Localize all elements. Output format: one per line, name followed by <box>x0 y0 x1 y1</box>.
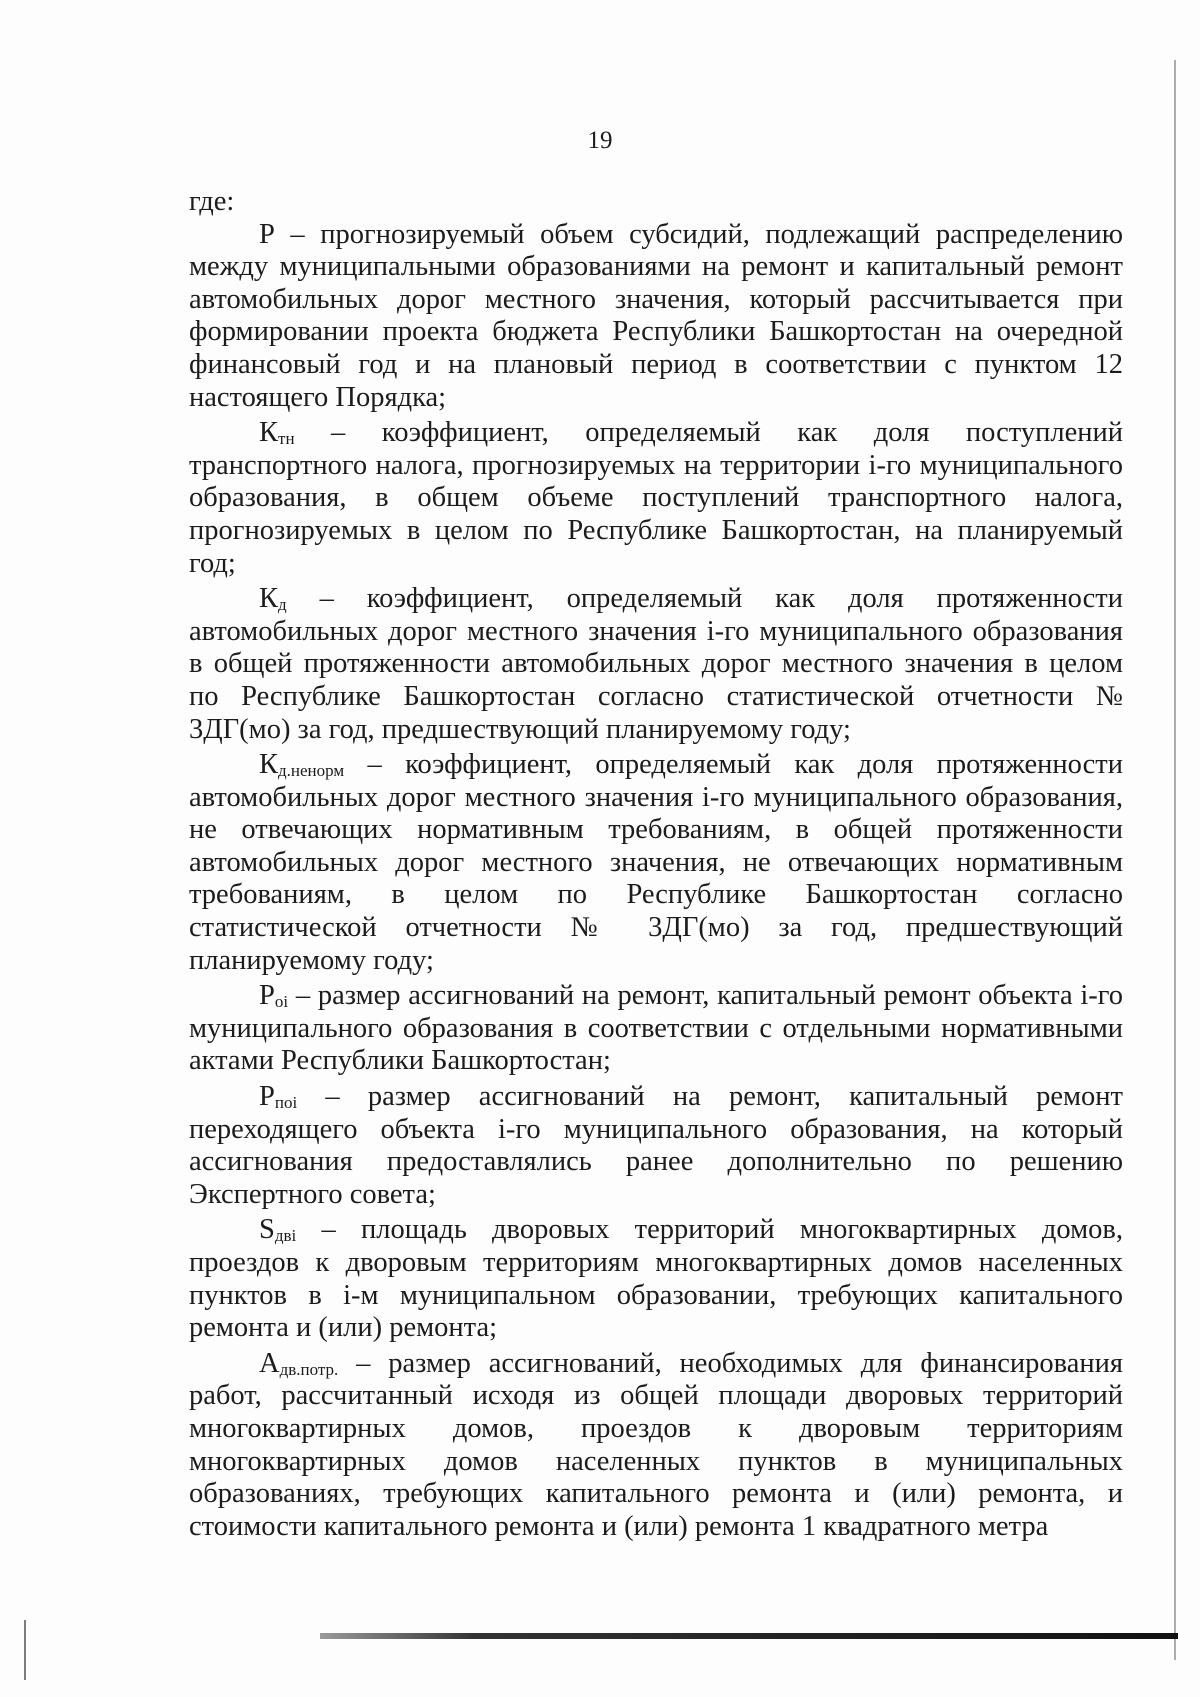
paragraph-poi-definition <box>189 980 1123 1078</box>
variable-subscript: оi <box>274 992 289 1012</box>
document-body <box>189 186 1123 1543</box>
paragraph-text: – коэффициент, определяемый как доля протяженности автомобильных дорог местного значения i-го муниципального образования, не отвечающих нормативным требованиям, в общей протяженности автомобильных дорог местного значения, не отвечающих нормативным требованиям, в целом по Республике Башкортостан согласно статистической отчетности № 3ДГ(мо) за год, предшествующий планируемому году; <box>189 749 1123 976</box>
variable-subscript: двi <box>274 1226 297 1246</box>
paragraph-text: – размер ассигнований на ремонт, капитальный ремонт переходящего объекта i-го муниципального образования, на который ассигнования предоставлялись ранее дополнительно по решению Экспертного совета; <box>189 1081 1123 1210</box>
paragraph-text: Р – прогнозируемый объем субсидий, подлежащий распределению между муниципальными образованиями на ремонт и капитальный ремонт автомобильных дорог местного значения, который рассчитывается при формировании проекта бюджета Республики Башкортостан на очередной финансовый год и на плановый период в соответствии с пунктом 12 настоящего Порядка; <box>189 218 1123 413</box>
paragraph-p-definition <box>189 219 1123 415</box>
paragraph-ktn-definition <box>189 417 1123 580</box>
paragraph-text: – коэффициент, определяемый как доля протяженности автомобильных дорог местного значения i-го муниципального образования в общей протяженности автомобильных дорог местного значения в целом по Республике Башкортостан согласно статистической отчетности № 3ДГ(мо) за год, предшествующий планируемому году; <box>189 583 1123 745</box>
variable-symbol: К <box>259 749 279 781</box>
paragraph-text: – коэффициент, определяемый как доля поступлений транспортного налога, прогнозируемых на территории i-го муниципального образования, в общем объеме поступлений транспортного налога, прогнозируемых в целом по Республике Башкортостан, на планируемый год; <box>189 417 1123 579</box>
paragraph-sdvi-definition <box>189 1214 1123 1344</box>
paragraph-advpotr-definition <box>189 1348 1123 1544</box>
variable-symbol: Р <box>259 980 275 1012</box>
variable-symbol: К <box>259 583 279 615</box>
paragraph-where <box>189 186 1123 219</box>
paragraph-ppoi-definition <box>189 1081 1123 1211</box>
variable-symbol: Р <box>259 1081 275 1113</box>
paragraph-kd-definition <box>189 583 1123 746</box>
variable-subscript: д.ненорм <box>278 761 345 781</box>
variable-symbol: А <box>259 1347 280 1379</box>
scan-bottom-line <box>320 1633 1178 1639</box>
scan-edge-right <box>1174 60 1176 1660</box>
paragraph-kdnenorm-definition <box>189 749 1123 977</box>
paragraph-text: – площадь дворовых территорий многоквартирных домов, проездов к дворовым территориям многоквартирных домов населенных пунктов в i-м муниципальном образовании, требующих капитального ремонта и (или) ремонта; <box>189 1214 1123 1344</box>
scan-edge-left <box>24 1620 26 1680</box>
variable-subscript: д <box>278 595 287 615</box>
paragraph-text: – размер ассигнований, необходимых для финансирования работ, рассчитанный исходя из общей площади дворовых территорий многоквартирных домов, проездов к дворовым территориям многоквартирных домов населенных пунктов в муниципальных образованиях, требующих капитального ремонта и (или) ремонта, и стоимости капитального ремонта и (или) ремонта 1 квадратного метра <box>189 1347 1123 1542</box>
page-number: 19 <box>587 127 613 154</box>
variable-symbol: К <box>259 417 279 449</box>
paragraph-text: – размер ассигнований на ремонт, капитальный ремонт объекта i-го муниципального образования в соответствии с отдельными нормативными актами Республики Башкортостан; <box>189 980 1123 1077</box>
variable-subscript: дв.потр. <box>279 1359 339 1379</box>
variable-subscript: тн <box>278 429 295 449</box>
variable-symbol: S <box>259 1214 275 1246</box>
variable-subscript: поi <box>274 1093 298 1113</box>
paragraph-text: где: <box>189 186 235 217</box>
